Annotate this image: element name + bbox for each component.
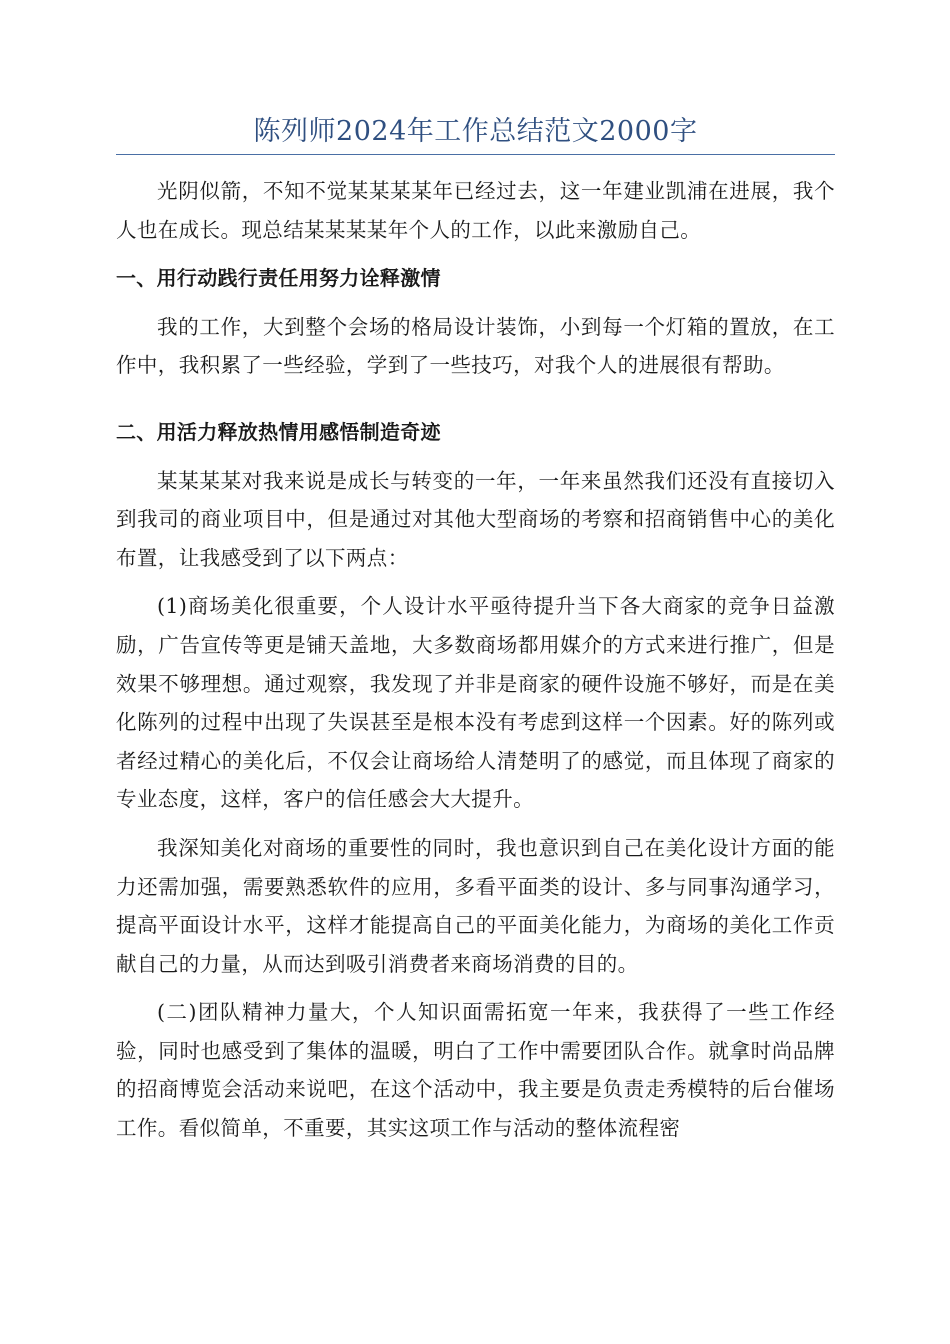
section-2-paragraph-2: (1)商场美化很重要，个人设计水平亟待提升当下各大商家的竞争日益激励，广告宣传等更是铺天盖地，大多数商场都用媒介的方式来进行推广，但是效果不够理想。通过观察，我发现了并非是商家的硬件设施不够好，而是在美化陈列的过程中出现了失误甚至是根本没有考虑到这样一个因素。好的陈列或者经过精心的美化后，不仅会让商场给人清楚明了的感觉，而且体现了商家的专业态度，这样，客户的信任感会大大提升。 (116, 594, 835, 812)
section-spacer (116, 395, 835, 413)
section-2-paragraph-4: (二)团队精神力量大，个人知识面需拓宽一年来，我获得了一些工作经验，同时也感受到了集体的温暖，明白了工作中需要团队合作。就拿时尚品牌的招商博览会活动来说吧，在这个活动中，我主要是负责走秀模特的后台催场工作。看似简单，不重要，其实这项工作与活动的整体流程密 (116, 1000, 835, 1141)
title-underline (116, 154, 835, 155)
section-2-paragraph-3: 我深知美化对商场的重要性的同时，我也意识到自己在美化设计方面的能力还需加强，需要熟悉软件的应用，多看平面类的设计、多与同事沟通学习，提高平面设计水平，这样才能提高自己的平面美化能力，为商场的美化工作贡献自己的力量，从而达到吸引消费者来商场消费的目的。 (116, 835, 835, 976)
intro-paragraph: 光阴似箭，不知不觉某某某某年已经过去，这一年建业凯浦在进展，我个人也在成长。现总结某某某某年个人的工作，以此来激励自己。 (116, 179, 835, 242)
document-body (116, 172, 835, 1158)
section-2-heading: 二、用活力释放热情用感悟制造奇迹 (116, 419, 441, 444)
section-1-paragraph: 我的工作，大到整个会场的格局设计装饰，小到每一个灯箱的置放，在工作中，我积累了一些经验，学到了一些技巧，对我个人的进展很有帮助。 (116, 314, 835, 378)
section-1-heading: 一、用行动践行责任用努力诠释激情 (116, 266, 441, 291)
document-title: 陈列师2024年工作总结范文2000字 (253, 116, 698, 147)
section-2-paragraph-1: 某某某某对我来说是成长与转变的一年，一年来虽然我们还没有直接切入到我司的商业项目中，但是通过对其他大型商场的考察和招商销售中心的美化布置，让我感受到了以下两点： (116, 468, 835, 570)
